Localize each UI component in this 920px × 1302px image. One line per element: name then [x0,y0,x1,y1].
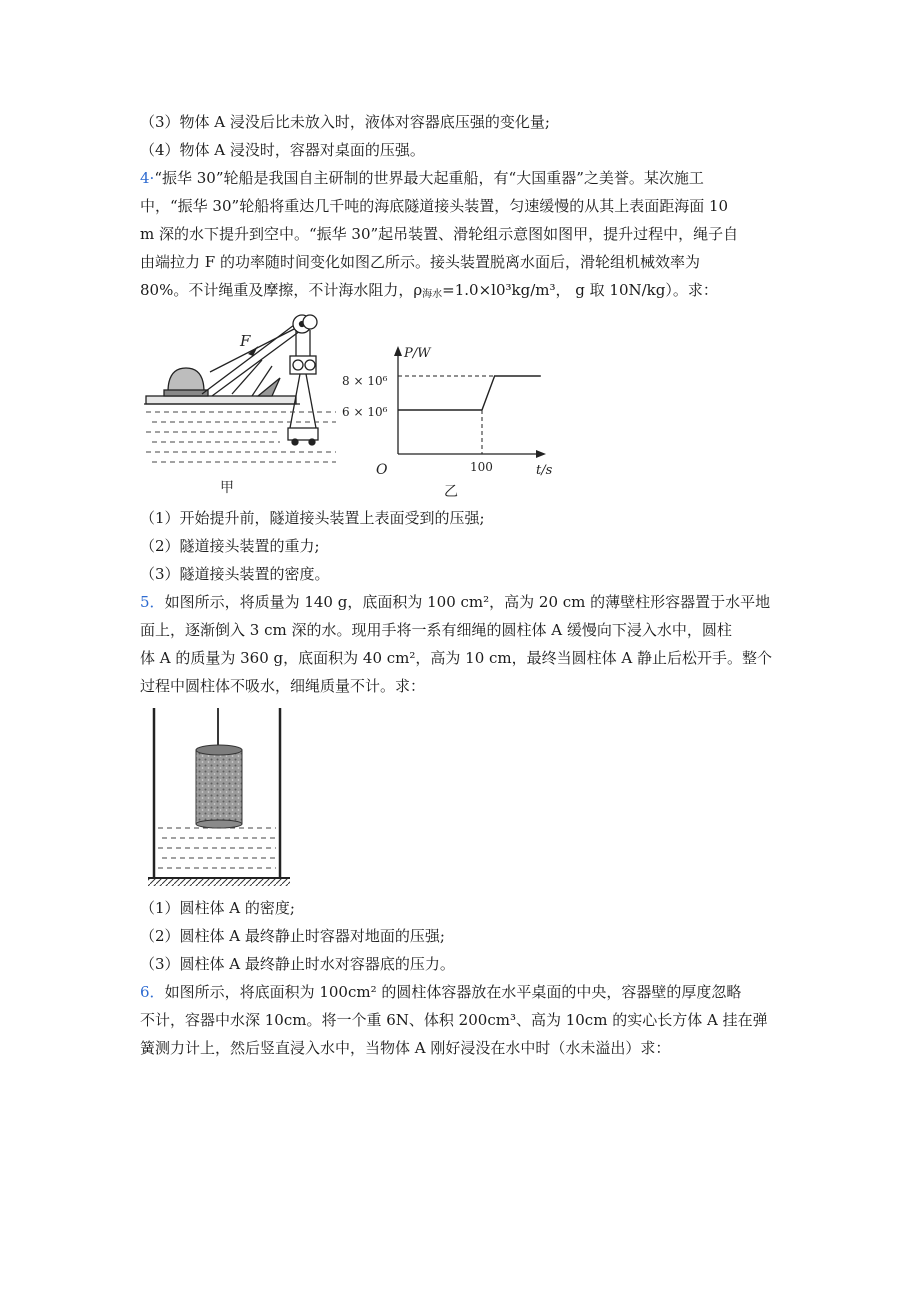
q4-line-3: m 深的水下提升到空中。“振华 30”起吊装置、滑轮组示意图如图甲，提升过程中，绳子自 [140,225,739,243]
q5-number: 5 [140,593,150,611]
q4-line-5-pre: 80%。不计绳重及摩擦，不计海水阻力，ρ [140,281,423,299]
q4-line-2: 中，“振华 30”轮船将重达几千吨的海底隧道接头装置，匀速缓慢的从其上表面距海面 10 [140,197,729,215]
ship-cabin-icon [168,368,204,392]
force-F-label: F [240,332,251,350]
q3-part-3: （3）物体 A 浸没后比未放入时，液体对容器底压强的变化量; [140,113,550,131]
q5-line-2: 面上，逐渐倒入 3 cm 深的水。现用手将一系有细绳的圆柱体 A 缓慢向下浸入水中，圆柱 [140,621,732,639]
q6-number-sep: ． [149,983,165,1001]
q3-part-4: （4）物体 A 浸没时，容器对桌面的压强。 [140,141,425,159]
q4-number-sep: · [149,169,155,187]
q6-number: 6 [140,983,150,1001]
q6-line-3: 簧测力计上，然后竖直浸入水中，当物体 A 刚好浸没在水中时（水未溢出）求： [140,1039,671,1057]
figure-yi-caption: 乙 [444,484,458,500]
q4-part-1: （1）开始提升前，隧道接头装置上表面受到的压强; [140,509,485,527]
q5-part-1: （1）圆柱体 A 的密度; [140,899,295,917]
x-axis-label: t/s [536,463,553,478]
q4-line-1 [140,168,780,188]
q4-number: 4 [140,169,150,187]
q5-line-1 [140,592,780,612]
q5-line-4: 过程中圆柱体不吸水，细绳质量不计。求： [140,677,426,695]
q4-density-subscript: 海水 [422,289,443,300]
y-axis-label: P/W [404,346,431,361]
y-tick-label-high: 8 × 10⁶ [342,374,388,388]
q5-line-3: 体 A 的质量为 360 g，底面积为 40 cm²，高为 10 cm，最终当圆柱体 A 静止后松开手。整个 [140,649,773,667]
q4-line-5-post: =1.0×l0³kg/m³， g 取 10N/kg）。求： [442,281,718,299]
tunnel-joint-device [288,428,318,440]
power-series-line [398,376,541,410]
origin-label: O [376,462,388,478]
q6-line-2: 不计，容器中水深 10cm。将一个重 6N、体积 200cm³、高为 10cm 的实心长方体 A 挂在弹 [140,1011,768,1029]
ship-deck [146,396,296,404]
q6-line-1 [140,982,780,1002]
figure-q5-container [144,704,294,888]
y-tick-label-low: 6 × 10⁶ [342,405,388,419]
figure-jia-crane-ship [140,300,340,500]
q5-part-2: （2）圆柱体 A 最终静止时容器对地面的压强; [140,927,445,945]
q5-part-3: （3）圆柱体 A 最终静止时水对容器底的压力。 [140,955,455,973]
q5-text-1: 如图所示，将质量为 140 g，底面积为 100 cm²，高为 20 cm 的薄壁柱形容器置于水平地 [164,593,771,611]
q4-text-1: “振华 30”轮船是我国自主研制的世界最大起重船，有“大国重器”之美誉。某次施工 [154,169,704,187]
x-tick-label: 100 [470,460,493,474]
q5-number-sep: ． [149,593,165,611]
q4-part-2: （2）隧道接头装置的重力; [140,537,320,555]
figure-yi-power-chart [340,330,570,500]
cylinder-A [196,750,242,824]
q4-part-3: （3）隧道接头装置的密度。 [140,565,330,583]
figure-jia-caption: 甲 [220,480,234,496]
q6-text-1: 如图所示，将底面积为 100cm² 的圆柱体容器放在水平桌面的中央，容器壁的厚度忽略 [164,983,742,1001]
q4-line-4: 由端拉力 F 的功率随时间变化如图乙所示。接头装置脱离水面后，滑轮组机械效率为 [140,253,700,271]
